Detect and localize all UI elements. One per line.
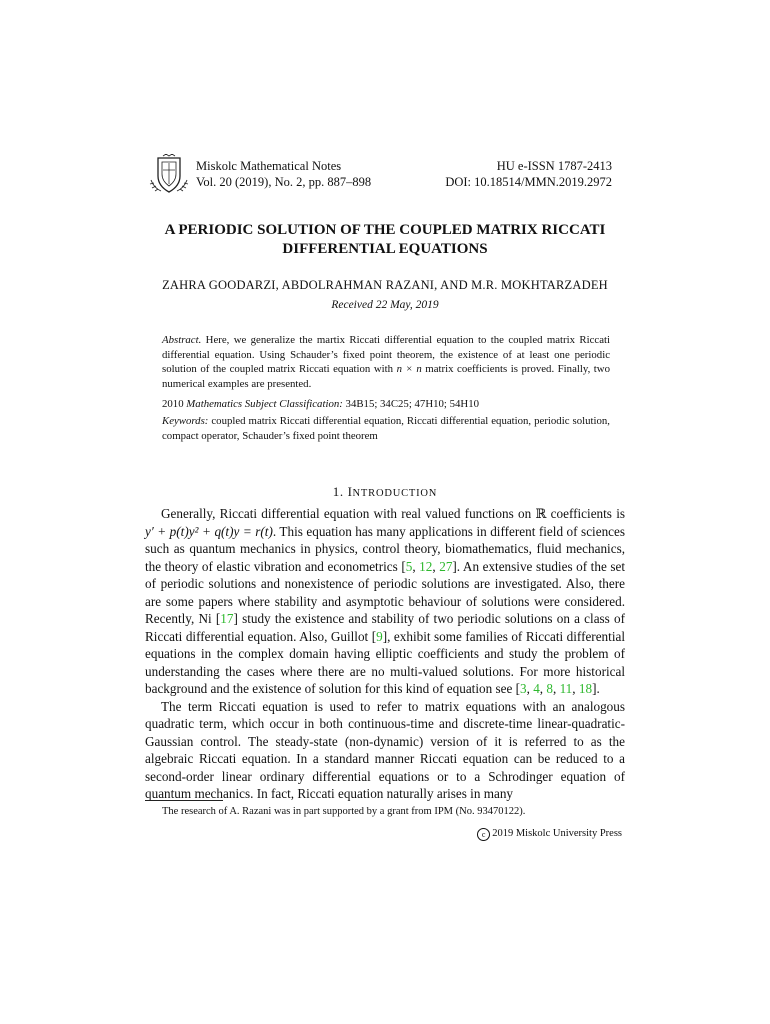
title-line-1: A PERIODIC SOLUTION OF THE COUPLED MATRIX RICCATI [164,222,606,238]
abstract-math: n × n [396,363,422,375]
citation-link[interactable]: 27 [439,558,453,574]
title-line-2: DIFFERENTIAL EQUATIONS [282,241,488,257]
section-heading [145,484,625,500]
citation-link[interactable]: 4 [533,681,540,696]
received-date: Received 22 May, 2019 [331,299,439,311]
paragraph-2: The term Riccati equation is used to refer to matrix equations with an analogous quadratic term, which occur in both continuous-time and discrete-time linear-quadratic-Gaussian control. The steady-state (non-dynamic) version of it is referred to as the algebraic Riccati equation. In a standard manner Riccati equation can be reduced to a second-order linear ordinary differential equations or to a Schrodinger equation of quantum mechanics. In fact, Riccati equation naturally arises in many [145,698,625,801]
abstract-text-b: matrix coefficients is proved. Finally, two numerical examples are presented. [162,363,611,390]
citation-link[interactable]: 8 [546,681,553,696]
p1-text-c: ]. An extensive studies of the set of periodic solutions and nonexistence of periodic solutions are investigated. Also, there are some papers where stability and asymptotic behaviour of solutions were considered. Recently, Ni [ [145,558,626,626]
journal-name: Miskolc Mathematical Notes [196,159,342,173]
footnote: The research of A. Razani was in part supported by a grant from IPM (No. 93470122). [162,806,526,817]
doi: DOI: 10.18514/MMN.2019.2972 [445,175,612,189]
footnote-divider [145,800,223,801]
citation-separator: , [572,681,579,696]
abstract-text-a: Here, we generalize the martix Riccati differential equation to the coupled matrix Riccati differential equation. Using Schauder’s fixed point theorem, the existence of at least one periodic solution of the coupled matrix Riccati equation with [162,334,610,375]
journal-identifiers [445,158,612,190]
section-name: NTRODUCTION [352,488,438,499]
citation-separator: , [539,681,547,696]
msc-classification [162,397,610,412]
msc-year: 2010 [162,398,187,410]
p1-text-a: Generally, Riccati differential equation with real valued functions on ℝ coefficients is [161,506,625,521]
citation-link[interactable]: 12 [419,558,433,574]
citation-link[interactable]: 3 [520,681,527,696]
p1-text-b: . This equation has many applications in different field of sciences such as quantum mechanics in physics, control theory, biomathematics, fluid mechanics, the theory of elastic vibration and econometrics [ [145,523,625,574]
p1-text-e: ], exhibit some families of Riccati differential equations in the complex domain having elliptic coefficients and study the problem of understanding the cases where there are no multi-valued solutions. For more historical background and the existence of solution for this kind of equation see [ [145,628,625,696]
keywords-label: Keywords: [162,415,209,427]
issn: HU e-ISSN 1787-2413 [496,159,612,173]
section-number: 1. [332,484,348,499]
citation-separator: , [412,558,420,574]
copyright-notice [477,828,622,841]
university-crest-icon [148,154,190,196]
author-list: ZAHRA GOODARZI, ABDOLRAHMAN RAZANI, AND M.R. MOKHTARZADEH [162,278,608,292]
copyright-icon: c [477,828,490,841]
abstract-label: Abstract. [162,334,202,346]
citation-separator: , [432,558,440,574]
msc-codes: 34B15; 34C25; 47H10; 54H10 [342,398,480,410]
paper-title [145,221,625,259]
p1-text-f: ]. [592,681,600,696]
section-first-letter: I [347,484,353,499]
copyright-text: 2019 Miskolc University Press [492,828,622,839]
citation-separator: , [526,681,534,696]
introduction-body [145,505,625,803]
citation-separator: , [552,681,560,696]
keywords-text: coupled matrix Riccati differential equation, Riccati differential equation, periodic solution, compact operator, Schauder’s fixed point theorem [162,415,610,442]
paragraph-1 [145,505,625,698]
journal-citation [196,158,371,190]
abstract [162,333,610,391]
citation-link[interactable]: 5 [405,558,413,574]
msc-label: Mathematics Subject Classification: [186,398,343,410]
p1-text-d: ] study the existence and stability of two periodic solutions on a class of Riccati differential equation. Also, Guillot [ [145,611,625,644]
citation-link[interactable]: 17 [220,611,234,626]
citation-link[interactable]: 11 [559,681,573,696]
citation-link[interactable]: 18 [578,681,593,696]
citation-link[interactable]: 9 [376,628,383,644]
journal-volume: Vol. 20 (2019), No. 2, pp. 887–898 [196,175,372,189]
keywords [162,414,610,443]
riccati-equation: y′ + p(t)y² + q(t)y = r(t) [145,523,273,539]
